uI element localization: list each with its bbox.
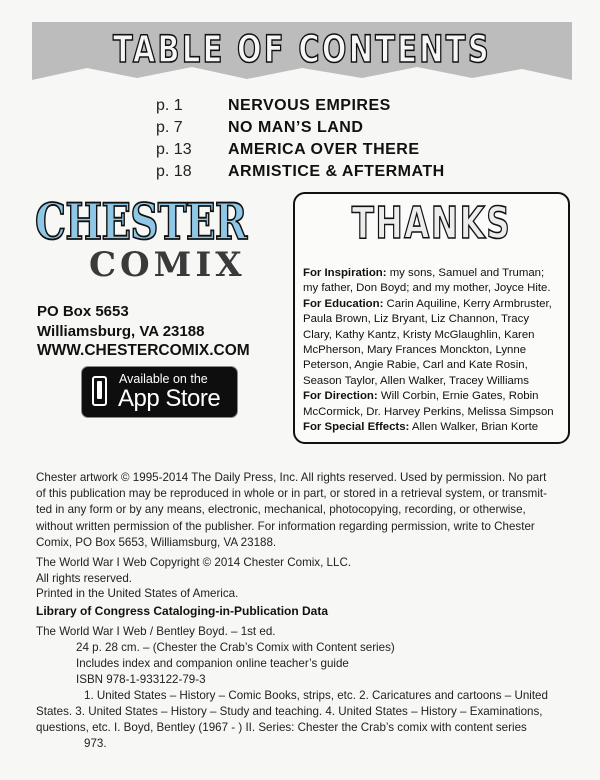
thanks-credits [303, 266, 565, 435]
toc-entry [156, 161, 445, 183]
logo-comix-text: COMIX [89, 245, 246, 285]
toc-chapter-title: NO MAN’S LAND [228, 119, 364, 136]
website-url: WWW.CHESTERCOMIX.COM [37, 342, 250, 359]
thanks-label: For Direction: [303, 390, 378, 403]
cip-data [36, 624, 548, 752]
toc-page-number: p. 18 [156, 163, 192, 180]
page-title: TABLE OF CONTENTS [113, 28, 491, 71]
legal-line: Chester artwork © 1995-2014 The Daily Press, Inc. All rights reserved. Used by permission. No part [36, 471, 547, 484]
legal-line: Comix, PO Box 5653, Williamsburg, VA 23188. [36, 535, 277, 549]
thanks-line [303, 297, 565, 312]
thanks-label: For Inspiration: [303, 267, 387, 279]
app-store-badge-caption: Available on the [119, 372, 208, 386]
thanks-text: Carin Aquiline, Kerry Armbruster, [383, 297, 552, 310]
legal-line: without written permission of the publisher. For information regarding permission, write to Chester [36, 519, 535, 533]
thanks-text: my sons, Samuel and Truman; [386, 267, 545, 279]
cip-line: The World War I Web / Bentley Boyd. – 1st ed. [36, 625, 276, 638]
toc-chapter-title: ARMISTICE & AFTERMATH [228, 163, 445, 180]
cip-line: 1. United States – History – Comic Books, strips, etc. 2. Caricatures and cartoons – United [84, 689, 548, 702]
cip-line: ISBN 978-1-933122-79-3 [76, 673, 206, 686]
toc-page-number: p. 7 [156, 119, 183, 136]
thanks-line [303, 343, 565, 358]
thanks-line [303, 312, 565, 327]
legal-line: ted in any form or by any means, electronic, mechanical, photocopying, recording, or otherwise, [36, 503, 526, 517]
thanks-label: For Special Effects: [303, 421, 410, 434]
thanks-line [303, 328, 565, 343]
legal-line: of this publication may be reproduced in whole or in part, or stored in a retrieval system, or transmit- [36, 487, 547, 501]
cip-line: Includes index and companion online teacher’s guide [76, 657, 349, 670]
title-banner [32, 22, 572, 82]
cip-line: 973. [84, 737, 107, 750]
thanks-label: For Education: [303, 297, 384, 310]
thanks-line [303, 281, 565, 296]
logo-chester-text: CHESTER [35, 192, 247, 251]
toc-chapter-title: NERVOUS EMPIRES [228, 97, 391, 114]
chester-comix-logo [35, 192, 275, 285]
app-store-badge [81, 366, 238, 418]
thanks-line [303, 374, 565, 389]
address-po-box: PO Box 5653 [37, 303, 129, 320]
thanks-text: McCormick, Dr. Harvey Perkins, Melissa Simpson [303, 405, 554, 418]
cip-line: States. 3. United States – History – Study and teaching. 4. United States – History – Examinations, [36, 705, 543, 718]
toc-page-number: p. 1 [156, 97, 183, 114]
thanks-text: Paula Brown, Liz Bryant, Liz Channon, Tracy [303, 313, 530, 326]
thanks-text: Clary, Kathy Kantz, Kristy McGlaughlin, Karen [303, 328, 535, 341]
table-of-contents [156, 95, 445, 183]
toc-entry [156, 139, 445, 161]
thanks-line [303, 389, 565, 404]
thanks-text: McPherson, Mary Frances Monckton, Lynne [303, 344, 527, 357]
thanks-line [303, 358, 565, 373]
cip-line: questions, etc. I. Boyd, Bentley (1967 - ) II. Series: Chester the Crab’s comix with content series [36, 721, 527, 734]
legal-notice [36, 470, 547, 551]
cip-line: 24 p. 28 cm. – (Chester the Crab’s Comix with Content series) [76, 641, 395, 654]
toc-entry [156, 117, 445, 139]
copyright-line: All rights reserved. [36, 571, 133, 585]
copyright-line: The World War I Web Copyright © 2014 Chester Comix, LLC. [36, 556, 352, 569]
thanks-text: Allen Walker, Brian Korte [409, 421, 539, 434]
thanks-text: Will Corbin, Ernie Gates, Robin [377, 390, 539, 403]
publisher-address [37, 302, 250, 361]
toc-chapter-title: AMERICA OVER THERE [228, 141, 420, 158]
address-city: Williamsburg, VA 23188 [37, 322, 205, 340]
thanks-panel [293, 192, 570, 444]
thanks-text: Season Taylor, Allen Walker, Tracey Williams [303, 374, 529, 387]
phone-icon [92, 376, 107, 406]
toc-page-number: p. 13 [156, 141, 192, 158]
copyright-notice [36, 555, 351, 602]
thanks-text: my father, Don Boyd; and my mother, Joyce Hite. [303, 282, 551, 295]
thanks-line [303, 405, 565, 420]
toc-entry [156, 95, 445, 117]
thanks-line [303, 266, 565, 281]
thanks-heading: THANKS [351, 198, 512, 249]
cip-heading: Library of Congress Cataloging-in-Publication Data [36, 604, 329, 618]
copyright-line: Printed in the United States of America. [36, 587, 239, 601]
thanks-text: Peterson, Angie Rabie, Carl and Kate Rosin, [303, 359, 528, 372]
thanks-line [303, 420, 565, 435]
app-store-badge-name: App Store [118, 385, 221, 412]
